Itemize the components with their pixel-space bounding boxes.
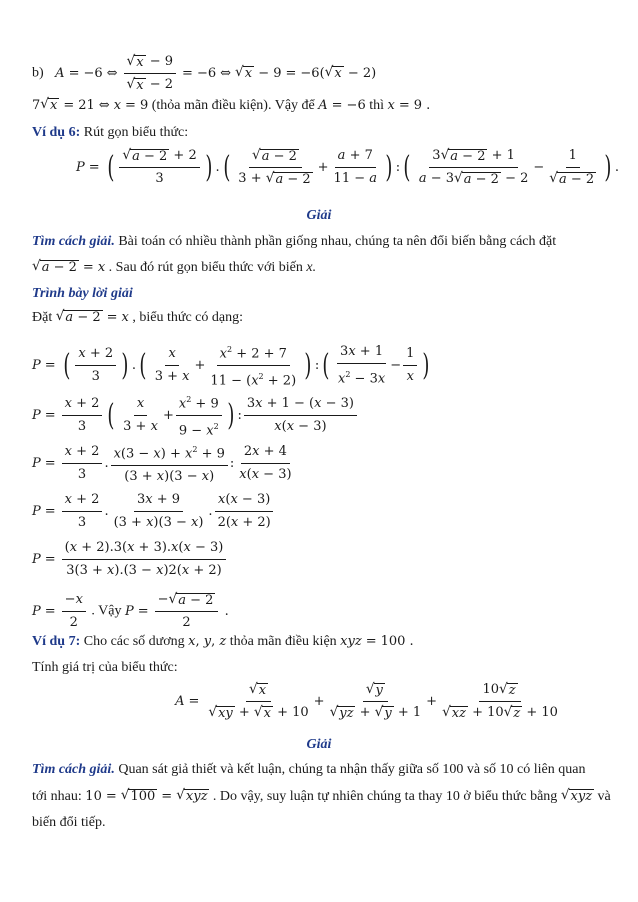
step2-formula: P = $\frac{x + 2}{3}$ ( x 3 + x + $x^2 + 9$ $9 - x^2$ ) : 3x + 1 − (x − 3) x(x − 3) — [32, 390, 606, 432]
hint6-text1: Bài toán có nhiều thành phần giống nhau, chúng ta nên đổi biến bằng cách đặt — [118, 234, 557, 249]
example7-text-b: thỏa mãn điều kiện — [229, 634, 337, 650]
formula-xyz-vars: x , y , z — [188, 634, 227, 649]
step1-formula: P = ( x + 2 3 ) . ( x 3 + x + $x^2 + 2 + 7$ $11 - (x^2 + 2)$ ) : ( 3x + 1 $x^2 - 3x$ − 1 x ) — [32, 340, 606, 382]
example6-task: Rút gọn biểu thức: — [83, 125, 189, 140]
example6-title: Ví dụ 6: — [32, 125, 81, 140]
part-b-line — [32, 52, 606, 95]
hint6-title: Tìm cách giải. — [32, 234, 115, 249]
solution-label-2: Giải — [306, 737, 332, 752]
hint7-line1 — [32, 760, 606, 780]
presentation-heading: Trình bày lời giải — [32, 286, 133, 301]
hint7-line3: biến đổi tiếp. — [32, 815, 106, 830]
hint6-text2: . Sau đó rút gọn biểu thức với biến — [108, 260, 303, 276]
formula-set: √ a − 2 = x — [55, 308, 129, 326]
presentation-set-b: , biểu thức có dạng: — [132, 310, 243, 326]
formula-7sqrtx: 7 √ x = 21 ⇔ x = 9 — [32, 96, 149, 114]
example7-text-a: Cho các số dương — [83, 634, 185, 650]
example6-heading — [32, 123, 606, 143]
hint7-line2 — [32, 787, 611, 807]
hint6-line1 — [32, 232, 606, 252]
hint7-text1: Quan sát giả thiết và kết luận, chúng ta nhận thấy giữa số 100 và số 10 có liên quan — [118, 762, 586, 777]
formula-10: 10 = √ 100 = √ xyz — [85, 787, 208, 805]
example7-title: Ví dụ 7: — [32, 634, 81, 650]
formula-a-eq: A = −6 — [318, 98, 366, 113]
example7-task: Tính giá trị của biểu thức: — [32, 660, 178, 675]
hint6-line2 — [32, 258, 606, 278]
formula-xyz-100: xyz = 100 . — [340, 634, 414, 649]
step3-formula: P = $\frac{x + 2}{3}$ . $x(3 - x) + x^2 + 9$ (3 + x)(3 − x) : 2x + 4 x(x − 3) — [32, 440, 606, 482]
example6-formula: P = ( √ a − 2 + 2 3 ) . ( √ a − 2 3 + √ a − 2 + a + 7 11 − a ) : ( 3 √ a − 2 + 1 a − 3 √ a − 2 − 2 − 1 √ a − 2 ) . — [76, 147, 620, 187]
hint7-title: Tìm cách giải. — [32, 762, 115, 777]
example7-heading — [32, 632, 606, 652]
hint7-text2b: . Do vậy, suy luận tự nhiên chúng ta thay 10 ở biểu thức bằng — [212, 789, 558, 805]
presentation-set-a: Đặt — [32, 310, 53, 326]
conclusion-text-b: thì — [369, 98, 384, 114]
formula-sqrtxyz: √ xyz — [560, 787, 593, 805]
hint7-text2c: và — [597, 789, 611, 805]
solution-b-line — [32, 96, 606, 116]
step5-formula: P = $\frac{(x + 2).3(x + 3).x(x - 3)}{3(3 + x).(3 - x)2(x + 2)}$ — [32, 538, 606, 580]
hint6-var: x. — [306, 260, 317, 276]
presentation-conclude: . Vậy — [91, 603, 122, 619]
formula-final: P = − √ a − 2 2 . — [124, 591, 229, 630]
part-b-label: b) — [32, 65, 44, 81]
step6-formula: P = $\frac{-x}{2}$ . Vậy P = − √ a − 2 2 . — [32, 590, 606, 626]
conclusion-text-a: (thỏa mãn điều kiện). Vậy để — [151, 98, 315, 114]
presentation-set-line — [32, 308, 606, 328]
step4-formula: P = $\frac{x + 2}{3}$ . 3x + 9 (3 + x)(3 − x) . x(x − 3) 2(x + 2) — [32, 490, 606, 532]
example7-formula: A = √ x √ xy + √ x + 10 + √ y √ yz + √ y + 1 + 10 √ z √ xz + 10 √ z + 10 — [175, 681, 558, 721]
formula-x-eq: x = 9 . — [387, 98, 431, 113]
formula-b: A = −6 ⇔ √ x − 9 √ x − 2 = −6 ⇔ √ x − 9 = −6( √ x − 2) — [55, 53, 377, 93]
formula-substitution: √ a − 2 = x — [32, 258, 106, 276]
hint7-text2a: tới nhau: — [32, 789, 82, 805]
solution-label-1: Giải — [306, 208, 332, 223]
